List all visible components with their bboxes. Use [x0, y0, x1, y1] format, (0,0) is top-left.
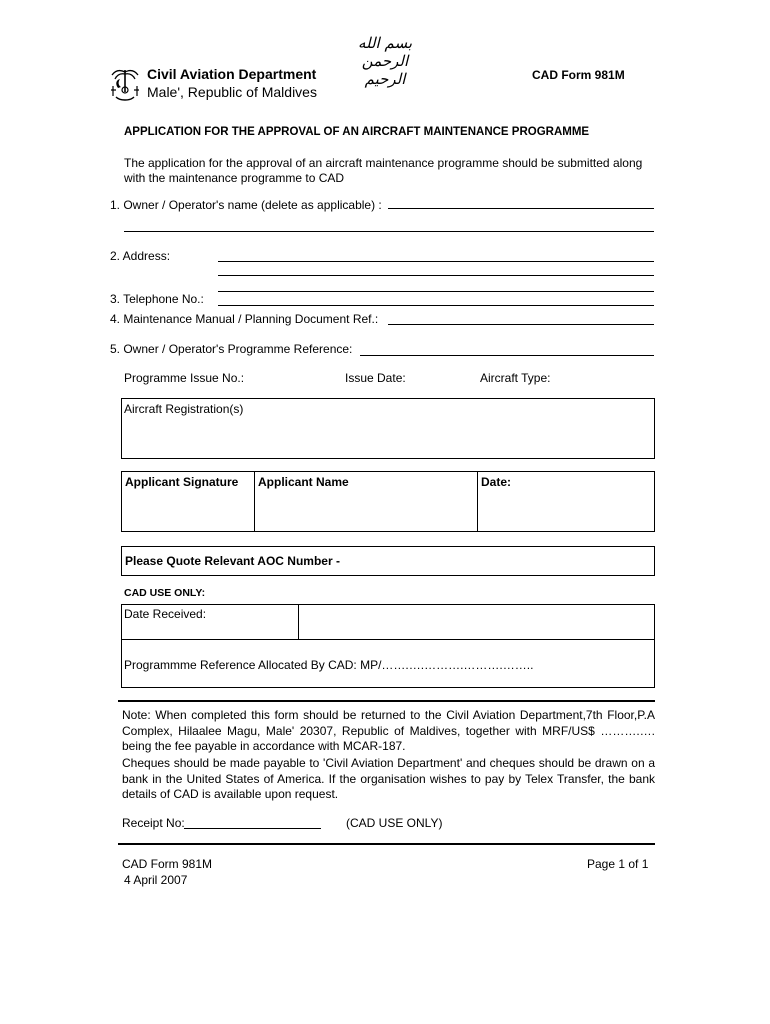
manual-ref-field[interactable]: [388, 324, 654, 325]
owner-name-label: 1. Owner / Operator's name (delete as applicable) :: [110, 198, 382, 212]
bismillah-calligraphy: بسم الله الرحمن الرحيم: [357, 34, 413, 88]
footer-form-code: CAD Form 981M: [122, 857, 213, 871]
address-label: 2. Address:: [110, 249, 171, 263]
section-divider: [118, 700, 655, 702]
receipt-no-field[interactable]: [184, 828, 321, 829]
receipt-no-label: Receipt No:: [122, 816, 185, 830]
telephone-field[interactable]: [218, 305, 654, 306]
programme-ref-label: 5. Owner / Operator's Programme Reference:: [110, 342, 353, 356]
owner-name-field[interactable]: [388, 208, 654, 209]
page-number: Page 1 of 1: [587, 857, 649, 871]
signature-table-divider-2: [477, 471, 478, 532]
applicant-name-label: Applicant Name: [258, 475, 349, 489]
department-name: Civil Aviation Department: [147, 66, 317, 82]
programme-ref-allocated: Programmme Reference Allocated By CAD: MP/…….….……….……….……..: [124, 658, 534, 672]
issue-date-label: Issue Date:: [345, 371, 406, 385]
programme-ref-field[interactable]: [360, 355, 654, 356]
signature-date-label: Date:: [481, 475, 512, 489]
date-received-divider: [298, 604, 299, 640]
footer-divider: [118, 843, 655, 845]
applicant-signature-label: Applicant Signature: [125, 475, 239, 489]
aircraft-type-label: Aircraft Type:: [480, 371, 551, 385]
signature-date-field[interactable]: [479, 492, 653, 530]
footer-date: 4 April 2007: [124, 873, 188, 887]
form-title: APPLICATION FOR THE APPROVAL OF AN AIRCRAFT MAINTENANCE PROGRAMME: [124, 126, 590, 138]
date-received-label: Date Received:: [124, 607, 207, 621]
programme-issue-no-label: Programme Issue No.:: [124, 371, 245, 385]
form-code: CAD Form 981M: [532, 68, 625, 82]
cheque-note: Cheques should be made payable to 'Civil Aviation Department' and cheques should be drawn on a bank in the United States of America. If the organisation wishes to pay by Telex Transfer, the bank details of CAD is available upon request.: [122, 756, 655, 801]
receipt-cad-use-label: (CAD USE ONLY): [346, 816, 443, 830]
date-received-field[interactable]: [300, 606, 653, 638]
form-intro: The application for the approval of an aircraft maintenance programme should be submitted along with the maintenance programme to CAD: [124, 156, 643, 185]
address-field-line1[interactable]: [218, 261, 654, 262]
manual-ref-label: 4. Maintenance Manual / Planning Document Ref.:: [110, 312, 379, 326]
maldives-emblem-icon: [108, 66, 142, 104]
address-field-line3[interactable]: [218, 291, 654, 292]
applicant-name-field[interactable]: [256, 492, 476, 530]
cad-use-row-divider: [121, 639, 655, 640]
aoc-number-label: Please Quote Relevant AOC Number -: [125, 554, 340, 568]
department-location: Male', Republic of Maldives: [147, 84, 317, 100]
aircraft-registrations-label: Aircraft Registration(s): [124, 402, 244, 416]
owner-name-field-line2[interactable]: [124, 231, 654, 232]
return-note: Note: When completed this form should be returned to the Civil Aviation Department,7th Floor,P.A Complex, Hilaalee Magu, Male' 20307, Republic of Maldives, together with MRF/US$ ……….…. being the fee payable in accordance with MCAR-187.: [122, 708, 655, 753]
applicant-signature-field[interactable]: [123, 492, 253, 530]
telephone-label: 3. Telephone No.:: [110, 292, 204, 306]
signature-table-divider-1: [254, 471, 255, 532]
address-field-line2[interactable]: [218, 275, 654, 276]
cad-use-only-heading: CAD USE ONLY:: [124, 587, 206, 599]
